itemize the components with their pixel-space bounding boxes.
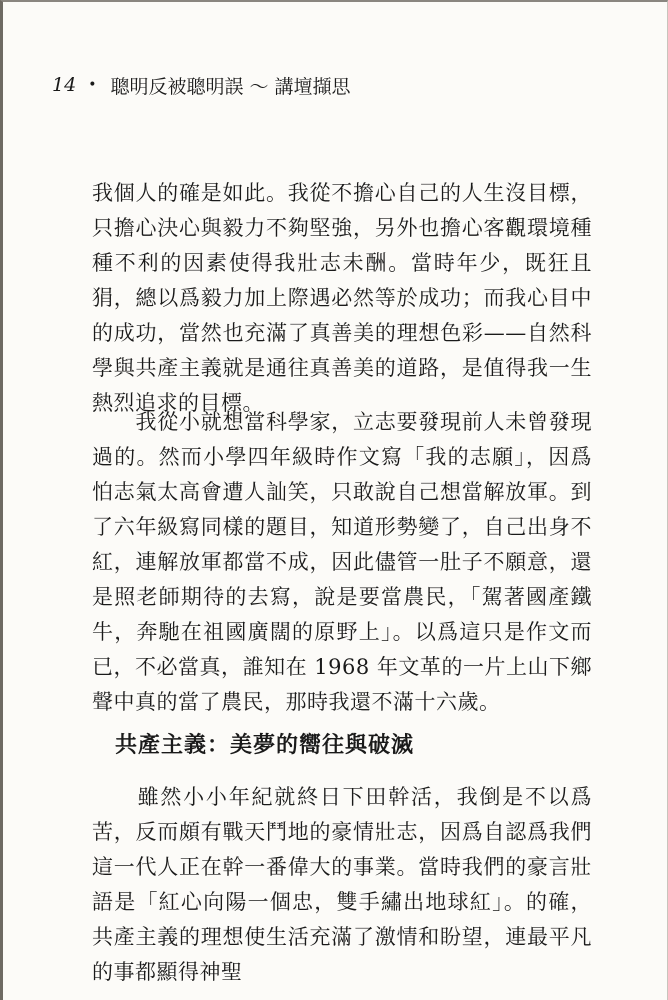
page-number: 14 bbox=[52, 74, 77, 96]
paragraph-text: 雖然小小年紀就終日下田幹活，我倒是不以爲苦，反而頗有戰天鬥地的豪情壯志，因爲自認爲我們這一代人正在幹一番偉大的事業。當時我們的豪言壯語是「紅心向陽一個忠，雙手繡出地球紅」。的確，共產主義的理想使生活充滿了激情和盼望，連最平凡的事都顯得神聖 bbox=[92, 785, 592, 984]
section-heading: 共產主義：美夢的嚮往與破滅 bbox=[115, 733, 415, 758]
running-title: 聰明反被聰明誤 ～ 講壇擷思 bbox=[110, 75, 351, 98]
running-header bbox=[52, 73, 351, 97]
header-bullet: • bbox=[88, 77, 97, 93]
paragraph-text: 我個人的確是如此。我從不擔心自己的人生沒目標，只擔心決心與毅力不夠堅強，另外也擔心客觀環境種種不利的因素使得我壯志未酬。當時年少，既狂且狷，總以爲毅力加上際遇必然等於成功；而我心目中的成功，當然也充滿了真善美的理想色彩——自然科學與共產主義就是通往真善美的道路，是值得我一生熱烈追求的目標。 bbox=[92, 181, 592, 415]
section-paragraph bbox=[92, 780, 592, 990]
paragraph-2 bbox=[92, 405, 592, 720]
paragraph-text: 我從小就想當科學家，立志要發現前人未曾發現過的。然而小學四年級時作文寫「我的志願」，因爲怕志氣太高會遭人訕笑，只敢說自己想當解放軍。到了六年級寫同樣的題目，知道形勢變了，自己出身不紅，連解放軍都當不成，因此儘管一肚子不願意，還是照老師期待的去寫，說是要當農民，「駕著國產鐵牛，奔馳在祖國廣闊的原野上」。以爲這只是作文而已，不必當真，誰知在 1968 年文革的一片上山下鄉聲中真的當了農民，那時我還不滿十六歲。 bbox=[92, 410, 592, 714]
paragraph-1 bbox=[92, 176, 592, 421]
